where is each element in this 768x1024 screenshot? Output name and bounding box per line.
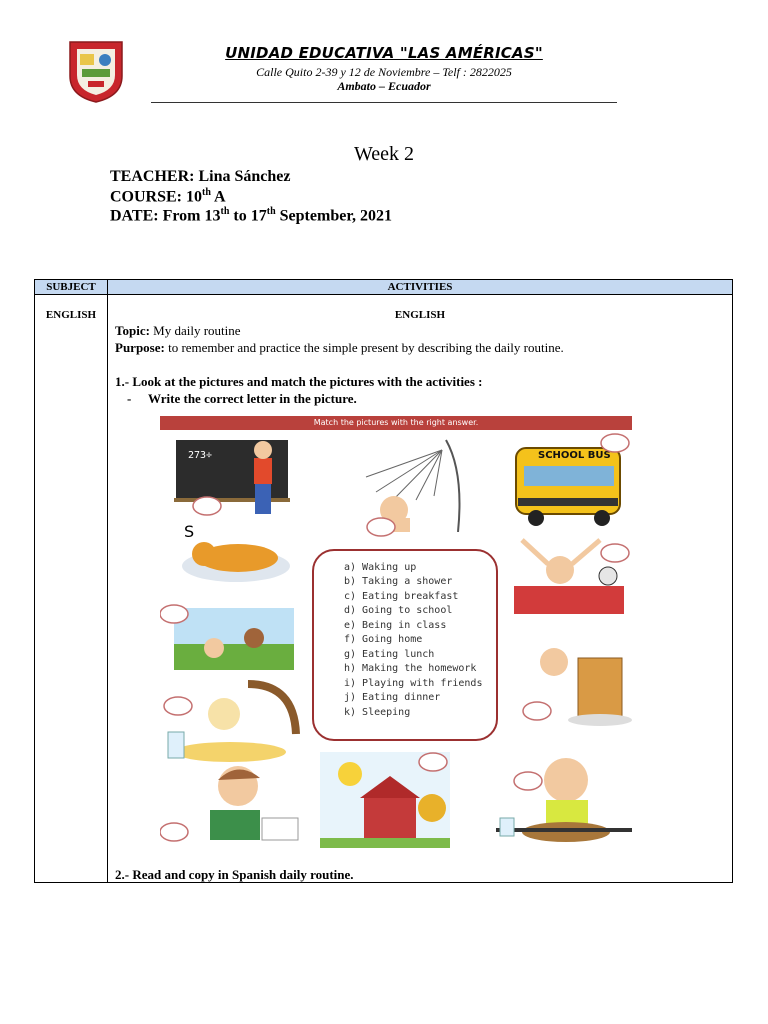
date-month-year: September, 2021 (279, 207, 392, 225)
school-name: UNIDAD EDUCATIVA "LAS AMÉRICAS" (225, 44, 543, 62)
answer-oval-waking (601, 544, 629, 562)
bus-text: SCHOOL BUS (538, 450, 611, 461)
task-1-dash: - (127, 391, 132, 406)
header-activities: ACTIVITIES (387, 281, 453, 293)
purpose-line (115, 340, 564, 356)
purpose-value: to remember and practice the simple present by describing the daily routine. (168, 340, 564, 355)
answer-oval-class (193, 497, 221, 515)
option-c: c) Eating breakfast (344, 591, 459, 602)
topic-value: My daily routine (153, 323, 241, 338)
board-text: 273÷ (188, 450, 213, 461)
course-section: A (214, 188, 226, 206)
answer-oval-dinner (514, 772, 542, 790)
worksheet-image (160, 416, 632, 850)
answer-oval-shower (367, 518, 395, 536)
date-label: DATE: (110, 207, 159, 225)
answer-ovals (160, 416, 632, 850)
option-b: b) Taking a shower (344, 576, 453, 587)
sleep-letter: S (184, 522, 195, 541)
school-logo (66, 36, 126, 104)
answer-oval-lunch (164, 697, 192, 715)
week-title: Week 2 (353, 143, 415, 165)
course-line (110, 187, 226, 206)
course-label: COURSE: (110, 188, 183, 206)
course-number: 10 (186, 188, 203, 206)
date-to-suffix: th (266, 206, 276, 217)
course-suffix: th (202, 187, 211, 198)
option-d: d) Going to school (344, 605, 453, 616)
option-k: k) Sleeping (344, 707, 411, 718)
teacher-name: Lina Sánchez (198, 168, 291, 185)
topic-line (115, 323, 241, 339)
column-divider (107, 280, 108, 882)
school-city: Ambato – Ecuador (337, 79, 431, 93)
option-j: j) Eating dinner (344, 692, 441, 703)
option-g: g) Eating lunch (344, 649, 435, 660)
answer-oval-sleeping (160, 605, 188, 623)
date-to: to 17 (233, 207, 267, 225)
purpose-label: Purpose: (115, 340, 165, 355)
task-2: 2.- Read and copy in Spanish daily routine. (115, 867, 354, 882)
date-from: From 13 (162, 207, 221, 225)
option-i: i) Playing with friends (344, 678, 483, 689)
worksheet-banner: Match the pictures with the right answer. (160, 416, 632, 430)
answer-oval-home (419, 753, 447, 771)
date-line (110, 206, 392, 225)
option-h: h) Making the homework (344, 663, 477, 674)
header-divider (151, 102, 617, 103)
task-1: 1.- Look at the pictures and match the pictures with the activities : (115, 374, 483, 389)
teacher-label: TEACHER: (110, 168, 195, 185)
task-1-instruction: Write the correct letter in the picture. (148, 391, 357, 406)
answer-oval-bus (601, 434, 629, 452)
date-from-suffix: th (220, 206, 230, 217)
answer-oval-breakfast (523, 702, 551, 720)
option-e: e) Being in class (344, 620, 447, 631)
header-subject: SUBJECT (46, 281, 96, 293)
subject-cell: ENGLISH (45, 309, 97, 321)
activity-heading: ENGLISH (394, 309, 446, 321)
teacher-line (110, 168, 290, 186)
option-f: f) Going home (344, 634, 423, 645)
answer-oval-homework (160, 823, 188, 841)
topic-label: Topic: (115, 323, 150, 338)
option-a: a) Waking up (344, 562, 417, 573)
school-address: Calle Quito 2-39 y 12 de Noviembre – Telf : 2822025 (256, 65, 512, 79)
